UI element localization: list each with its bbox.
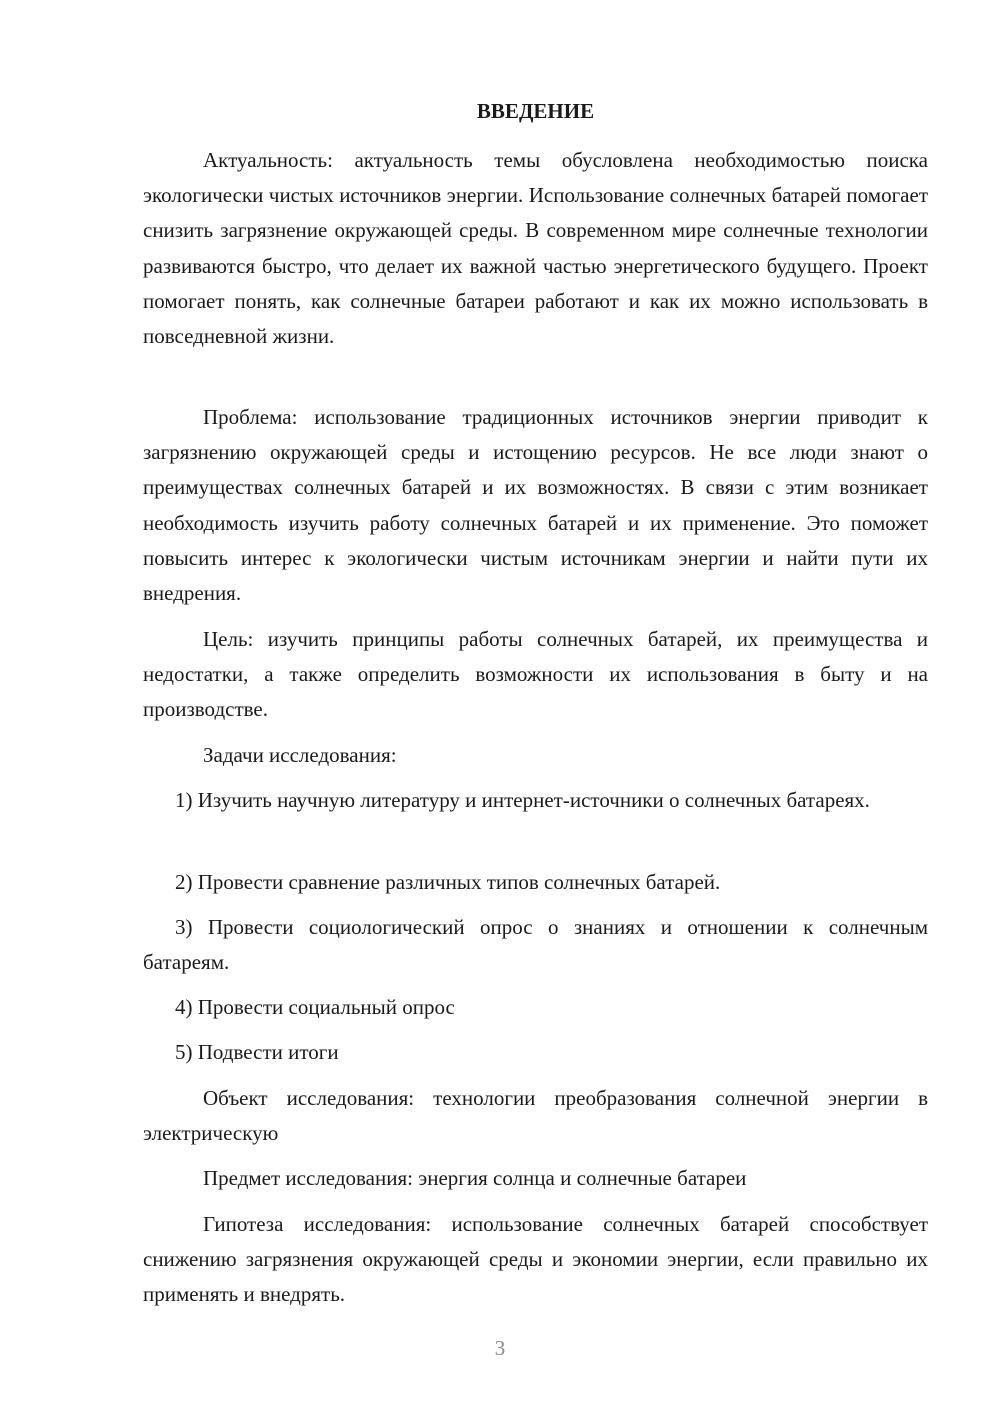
hypothesis-paragraph: Гипотеза исследования: использование солнечных батарей способствует снижению загрязнения окружающей среды и экономии энергии, если правильно их применять и внедрять. <box>143 1212 928 1307</box>
page-title: ВВЕДЕНИЕ <box>476 99 595 123</box>
goal-paragraph: Цель: изучить принципы работы солнечных батарей, их преимущества и недостатки, а также определить возможности их использования в быту и на производстве. <box>143 627 928 722</box>
subject-paragraph: Предмет исследования: энергия солнца и солнечные батареи <box>203 1166 747 1190</box>
tasks-heading: Задачи исследования: <box>203 743 397 767</box>
task-item: 2) Провести сравнение различных типов солнечных батарей. <box>175 870 721 894</box>
object-paragraph: Объект исследования: технологии преобразования солнечной энергии в электрическую <box>143 1086 928 1146</box>
problem-paragraph: Проблема: использование традиционных источников энергии приводит к загрязнению окружающей среды и истощению ресурсов. Не все люди знают о преимуществах солнечных батарей и их возможностях. В связи с этим возникает необходимость изучить работу солнечных батарей и их применение. Это поможет повысить интерес к экологически чистым источникам энергии и найти пути их внедрения. <box>143 405 928 606</box>
task-item: 4) Провести социальный опрос <box>175 995 455 1019</box>
task-item: 5) Подвести итоги <box>175 1040 339 1064</box>
task-item: 1) Изучить научную литературу и интернет-источники о солнечных батареях. <box>175 788 870 812</box>
page-number: 3 <box>494 1336 506 1360</box>
relevance-paragraph: Актуальность: актуальность темы обусловлена необходимостью поиска экологически чистых источников энергии. Использование солнечных батарей помогает снизить загрязнение окружающей среды. В современном мире солнечные технологии развиваются быстро, что делает их важной частью энергетического будущего. Проект помогает понять, как солнечные батареи работают и как их можно использовать в повседневной жизни. <box>143 148 928 349</box>
task-item: 3) Провести социологический опрос о знаниях и отношении к солнечным батареям. <box>143 915 928 975</box>
